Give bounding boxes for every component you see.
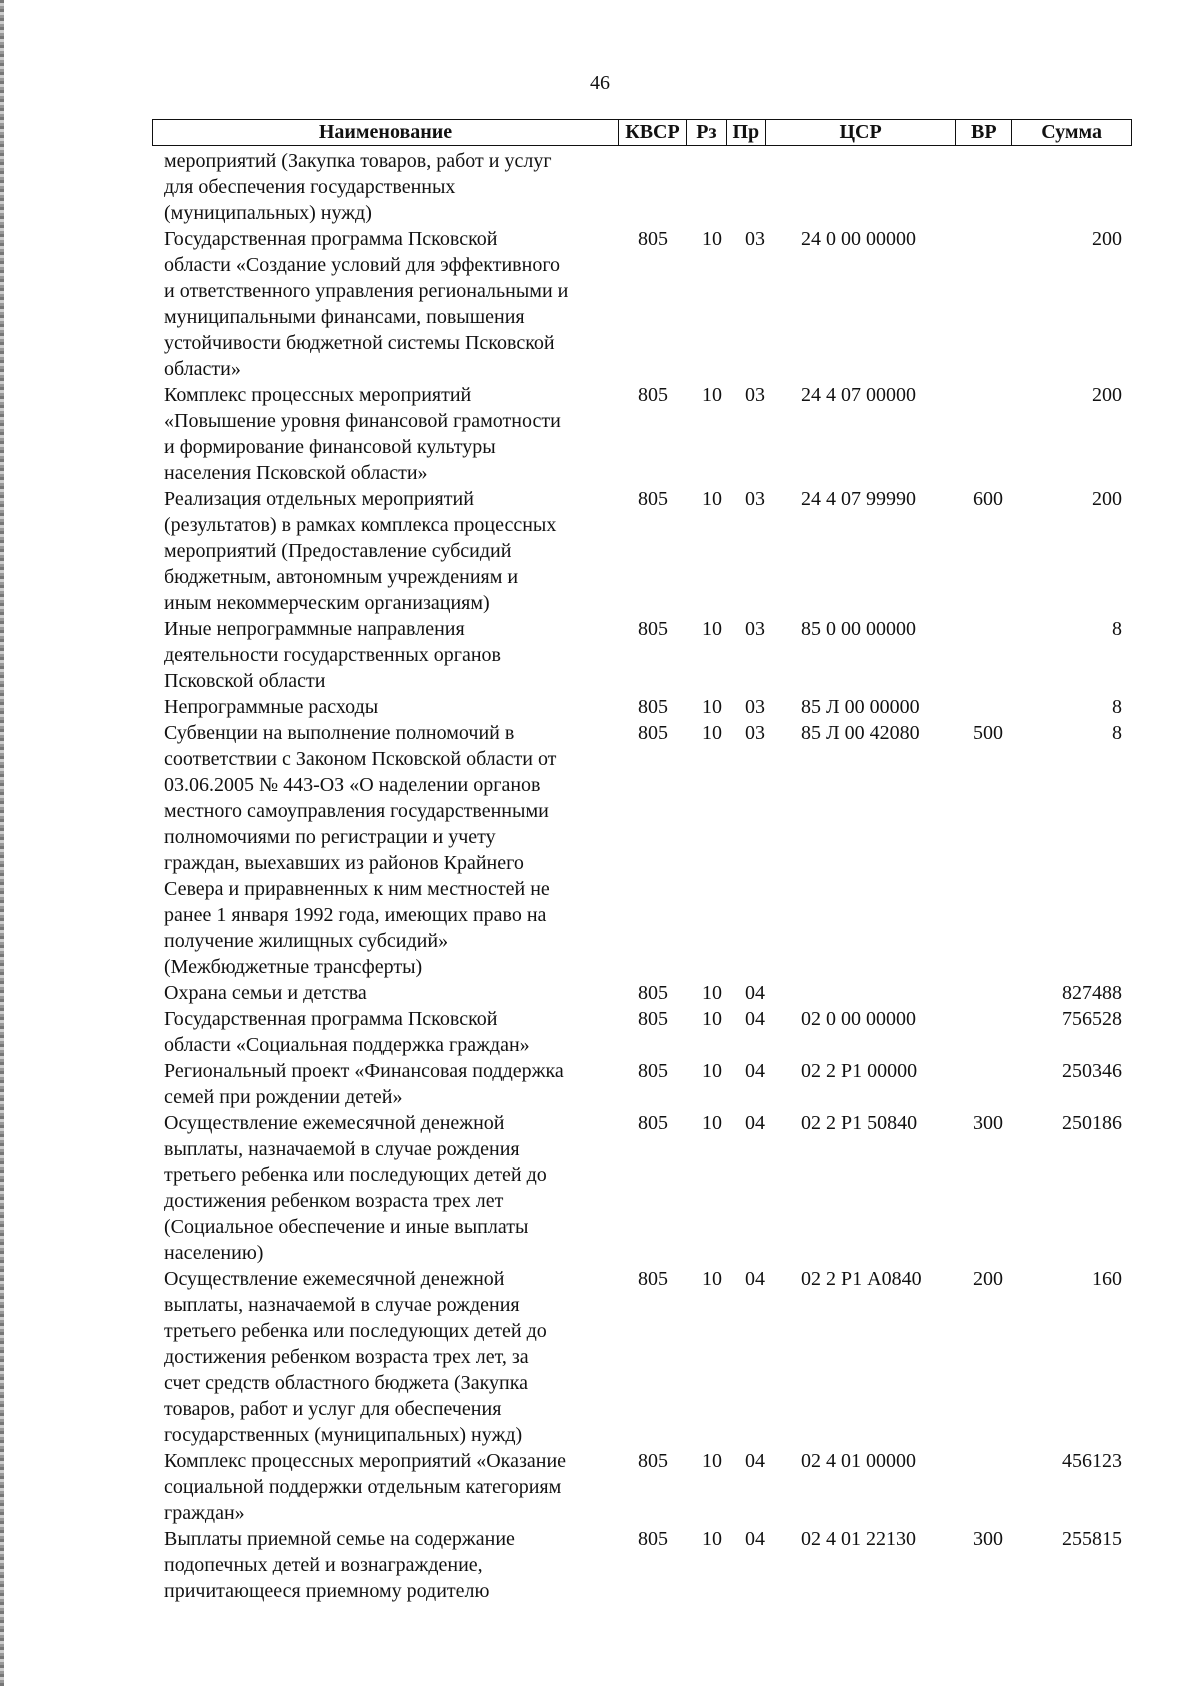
row-kvsr: 805: [638, 384, 668, 406]
row-rz: 10: [702, 1112, 722, 1134]
row-sum: 8: [1112, 696, 1122, 718]
row-name: Осуществление ежемесячной денежной выплаты, назначаемой в случае рождения третьего ребенка или последующих детей до достижения ребенком возраста трех лет (Социальное обеспечение и иные выплаты населению): [164, 1112, 547, 1264]
header-kvsr: КВСР: [619, 120, 687, 145]
row-rz: 10: [702, 1008, 722, 1030]
row-csr: 24 0 00 00000: [801, 228, 916, 250]
row-pr: 04: [745, 982, 765, 1004]
row-name: Охрана семьи и детства: [164, 982, 367, 1004]
table-row: [0, 1058, 1200, 1110]
header-rz: Рз: [687, 120, 727, 145]
row-rz: 10: [702, 1060, 722, 1082]
header-pr: Пр: [727, 120, 766, 145]
row-csr: 85 0 00 00000: [801, 618, 916, 640]
row-vr: 200: [973, 1268, 1003, 1290]
table-row: [0, 720, 1200, 980]
row-vr: 500: [973, 722, 1003, 744]
header-csr: ЦСР: [766, 120, 957, 145]
row-rz: 10: [702, 618, 722, 640]
header-sum: Сумма: [1041, 121, 1103, 143]
row-pr: 04: [745, 1112, 765, 1134]
row-csr: 02 4 01 22130: [801, 1528, 916, 1550]
row-sum: 827488: [1062, 982, 1122, 1004]
row-csr: 24 4 07 00000: [801, 384, 916, 406]
row-name: Выплаты приемной семье на содержание подопечных детей и вознаграждение, причитающееся приемному родителю: [164, 1528, 515, 1602]
row-kvsr: 805: [638, 618, 668, 640]
row-vr: 600: [973, 488, 1003, 510]
row-kvsr: 805: [638, 982, 668, 1004]
row-kvsr: 805: [638, 1008, 668, 1030]
row-rz: 10: [702, 982, 722, 1004]
table-row: [0, 1006, 1200, 1058]
row-rz: 10: [702, 1268, 722, 1290]
row-csr: 02 2 Р1 А0840: [801, 1268, 922, 1290]
row-pr: 03: [745, 384, 765, 406]
row-pr: 04: [745, 1450, 765, 1472]
row-rz: 10: [702, 696, 722, 718]
row-sum: 250346: [1062, 1060, 1122, 1082]
row-name: Непрограммные расходы: [164, 696, 379, 718]
table-row: [0, 1110, 1200, 1266]
row-pr: 03: [745, 618, 765, 640]
table-row: [0, 980, 1200, 1006]
row-kvsr: 805: [638, 722, 668, 744]
row-rz: 10: [702, 1528, 722, 1550]
table-row: [0, 616, 1200, 694]
row-vr: 300: [973, 1112, 1003, 1134]
table-row: [0, 694, 1200, 720]
row-pr: 03: [745, 722, 765, 744]
row-pr: 04: [745, 1528, 765, 1550]
table-row: [0, 148, 1200, 226]
row-sum: 200: [1092, 384, 1122, 406]
header-vr: ВР: [956, 120, 1012, 145]
row-name: Комплекс процессных мероприятий «Повышение уровня финансовой грамотности и формирование финансовой культуры населения Псковской области»: [164, 384, 561, 484]
row-pr: 04: [745, 1268, 765, 1290]
row-vr: 300: [973, 1528, 1003, 1550]
row-csr: 85 Л 00 42080: [801, 722, 920, 744]
table-body: [0, 148, 1200, 1604]
row-csr: 02 0 00 00000: [801, 1008, 916, 1030]
row-rz: 10: [702, 228, 722, 250]
row-sum: 160: [1092, 1268, 1122, 1290]
row-rz: 10: [702, 384, 722, 406]
row-sum: 456123: [1062, 1450, 1122, 1472]
row-kvsr: 805: [638, 488, 668, 510]
row-sum: 200: [1092, 228, 1122, 250]
row-name: Субвенции на выполнение полномочий в соответствии с Законом Псковской области от 03.06.2005 № 443-ОЗ «О наделении органов местного самоуправления государственными полномочиями по регистрации и учету граждан, выехавших из районов Крайнего Севера и приравненных к ним местностей не ранее 1 января 1992 года, имеющих право на получение жилищных субсидий» (Межбюджетные трансферты): [164, 722, 557, 978]
row-pr: 04: [745, 1060, 765, 1082]
row-name: Государственная программа Псковской области «Создание условий для эффективного и ответственного управления региональными и муниципальными финансами, повышения устойчивости бюджетной системы Псковской области»: [164, 228, 569, 380]
row-sum: 255815: [1062, 1528, 1122, 1550]
row-name: Реализация отдельных мероприятий (результатов) в рамках комплекса процессных мероприятий (Предоставление субсидий бюджетным, автономным учреждениям и иным некоммерческим организациям): [164, 488, 557, 614]
table-row: [0, 382, 1200, 486]
table-header: [152, 119, 1132, 146]
row-kvsr: 805: [638, 228, 668, 250]
row-csr: 02 2 Р1 50840: [801, 1112, 918, 1134]
table-row: [0, 1266, 1200, 1448]
row-name: Государственная программа Псковской области «Социальная поддержка граждан»: [164, 1008, 530, 1056]
table-row: [0, 486, 1200, 616]
row-sum: 756528: [1062, 1008, 1122, 1030]
row-kvsr: 805: [638, 1060, 668, 1082]
row-name: Иные непрограммные направления деятельности государственных органов Псковской области: [164, 618, 501, 692]
row-kvsr: 805: [638, 1450, 668, 1472]
header-name: Наименование: [153, 120, 619, 145]
row-rz: 10: [702, 488, 722, 510]
row-pr: 03: [745, 696, 765, 718]
row-name: Комплекс процессных мероприятий «Оказание социальной поддержки отдельным категориям граждан»: [164, 1450, 567, 1524]
row-pr: 03: [745, 228, 765, 250]
row-csr: 85 Л 00 00000: [801, 696, 920, 718]
row-csr: 02 2 Р1 00000: [801, 1060, 918, 1082]
table-row: [0, 1448, 1200, 1526]
row-kvsr: 805: [638, 696, 668, 718]
row-pr: 04: [745, 1008, 765, 1030]
row-kvsr: 805: [638, 1528, 668, 1550]
row-csr: 02 4 01 00000: [801, 1450, 916, 1472]
row-sum: 250186: [1062, 1112, 1122, 1134]
row-pr: 03: [745, 488, 765, 510]
row-kvsr: 805: [638, 1112, 668, 1134]
row-name: мероприятий (Закупка товаров, работ и услуг для обеспечения государственных (муниципальных) нужд): [164, 150, 552, 224]
row-sum: 200: [1092, 488, 1122, 510]
table-row: [0, 226, 1200, 382]
page-number: 46: [590, 72, 610, 94]
row-name: Осуществление ежемесячной денежной выплаты, назначаемой в случае рождения третьего ребенка или последующих детей до достижения ребенком возраста трех лет, за счет средств областного бюджета (Закупка товаров, работ и услуг для обеспечения государственных (муниципальных) нужд): [164, 1268, 547, 1446]
row-kvsr: 805: [638, 1268, 668, 1290]
table-row: [0, 1526, 1200, 1604]
row-name: Региональный проект «Финансовая поддержка семей при рождении детей»: [164, 1060, 564, 1108]
row-rz: 10: [702, 722, 722, 744]
row-sum: 8: [1112, 618, 1122, 640]
row-csr: 24 4 07 99990: [801, 488, 916, 510]
row-rz: 10: [702, 1450, 722, 1472]
row-sum: 8: [1112, 722, 1122, 744]
